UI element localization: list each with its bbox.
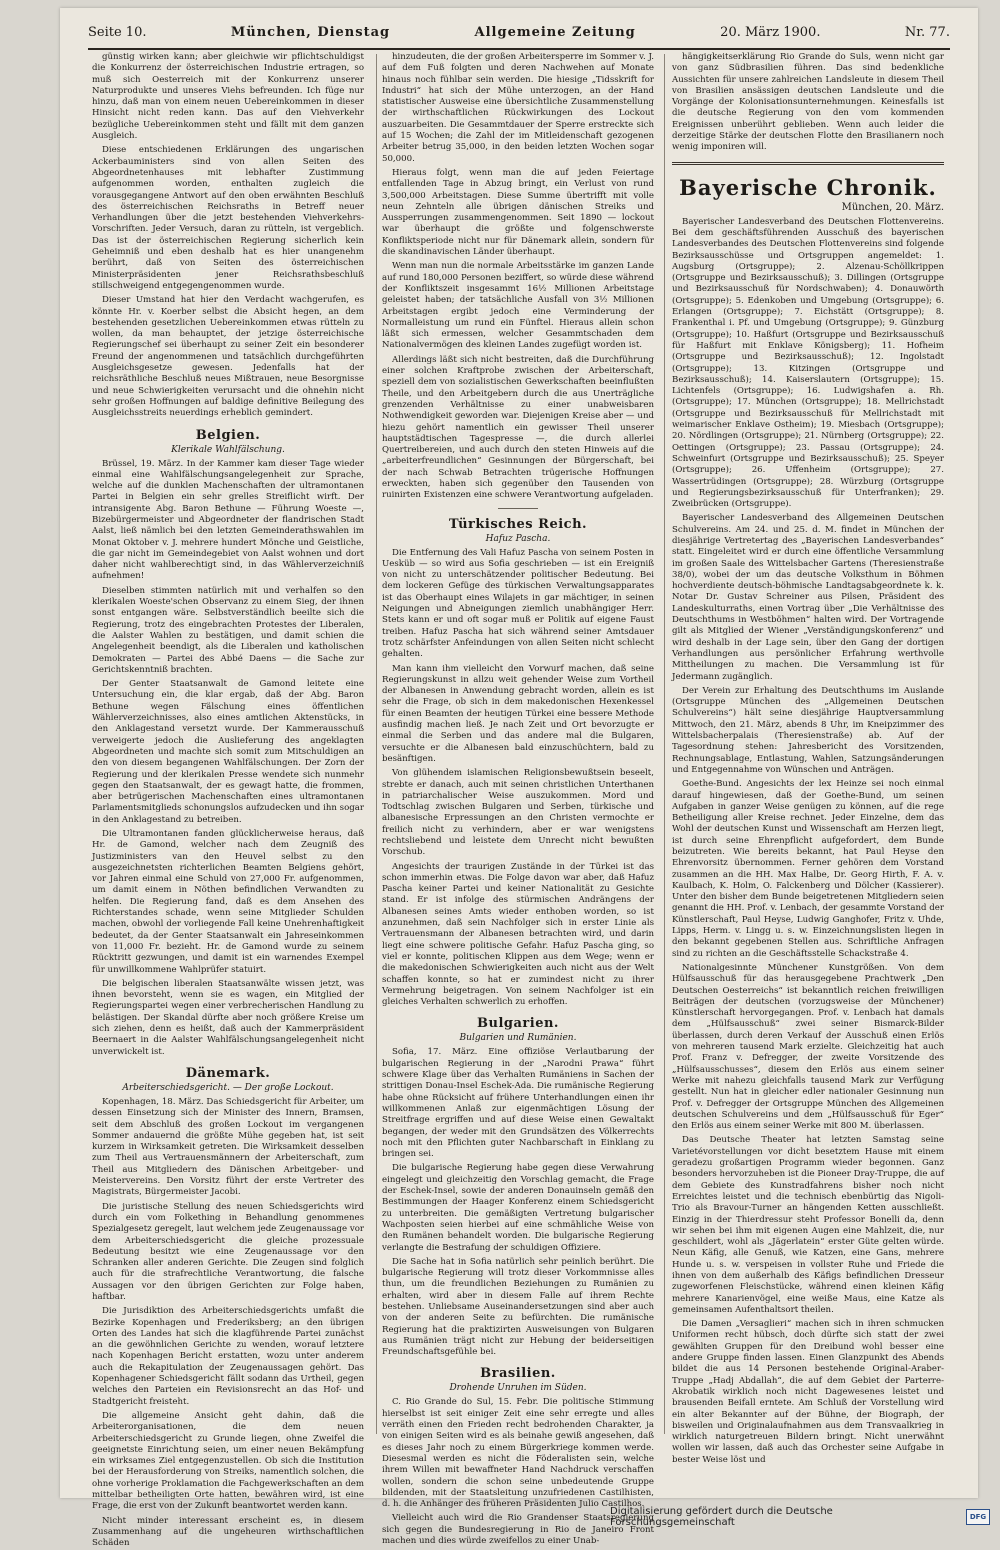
column-3 [672,52,945,1465]
header-rule [88,48,950,50]
paragraph: Bayerischer Landesverband des Allgemeinen Deutschen Schulvereins. Am 24. und 25. d. M. findet in München der diesjährige Vertretertag des „Bayerischen Landesverbandes“ statt. Eingeleitet wird er durch eine öffentliche Versammlung im großen Saale des Wittelsbacher Gartens (Theresienstraße 38/0), wobei der um das deutsche Volksthum in Böhmen hochverdiente deutsch-böhmische Landtagsabgeordnete k. k. Notar Dr. Gustav Schreiner aus Pilsen, Präsident des Landeskulturraths, einen Vortrag über „Die Verhältnisse des Deutschthums in Westböhmen“ halten wird. Der Vortragende gilt als Mitglied der Wiener „Verständigungskonferenz“ und wird deshalb in der Lage sein, über den Gang der dortigen Verhandlungen aus persönlicher Erfahrung werthvolle Mittheilungen zu machen. Die Versammlung ist für Jedermann zugänglich. [672,513,944,682]
section-title-tuerkei: Türkisches Reich. [448,516,588,532]
paragraph: hängigkeitserklärung Rio Grande do Suls, wenn nicht gar von ganz Südbrasilien führen. Das sind bedenkliche Aussichten für unsere zahlreichen Landsleute in diesem Theil von Brasilien ansässigen deutschen Landsleute und die Vorgänge der Kolonisationsunternehmungen. Keinesfalls ist die deutsche Regierung von den vom kommenden Ereignissen unberührt geblieben. Wenn auch leider die derzeitige Stärke der deutschen Flotte den Brasilianern noch wenig imponiren will. [672,52,944,153]
paragraph: Brüssel, 19. März. In der Kammer kam dieser Tage wieder einmal eine Wahlfälschungsangelegenheit zur Sprache, welche auf die dunklen Machenschaften der ultramontanen Partei in Belgien ein sehr grelles Streiflicht wirft. Der intransigente Abg. Baron Bethune — Führung Woeste —, Bizebürgermeister und Abgeordneter der flandrischen Stadt Aalst, ließ nämlich bei den letzten Gemeinderathswahlen im Monat Oktober v. J. mehrere hundert Mönche und Geistliche, die gar nicht im Gemeindegebiet von Aalst wohnen und dort daher nicht wahlberechtigt sind, in das Wählerverzeichniß aufnehmen! [92,458,364,582]
paragraph: Die Entfernung des Vali Hafuz Pascha von seinem Posten in Uesküb — so wird aus Sofia geschrieben — ist ein Ereigniß von nicht zu unterschätzender politischer Bedeutung. Bei dem lockeren Gefüge des türkischen Verwaltungsapparates ist das Oberhaupt eines Wilajets in gar mächtiger, in seinen Neigungen und Abneigungen ziemlich unabhängiger Herr. Stets kann er und oft sogar muß er Politik auf eigene Faust treiben. Hafuz Pascha hat sich während seiner Amtsdauer trotz schärfster Anfeindungen von allen Seiten nicht schlecht gehalten. [382,547,654,660]
paragraph: Die Damen „Versaglieri“ machen sich in ihren schmucken Uniformen recht hübsch, doch dürfte sich statt der zwei gewählten Gruppen für den Dreibund wohl besser eine andere Gruppe finden lassen. Einen Glanzpunkt des Abends bildet die aus 14 Personen bestehende Original-Araber-Truppe „Hadj Abdallah“, die auf dem Gebiet der Parterre-Akrobatik wirklich noch nicht Dagewesenes leistet und brausenden Beifall erntete. Am Schluß der Vorstellung wird ein alter Bekannter auf der Bühne, der Biograph, der bisweilen und Originalaufnahmen aus dem Transvaalkrieg in wirklich naturgetreuen Bildern bringt. Nicht unerwähnt wollen wir lassen, daß auch das Orchester seine Aufgabe in bester Weise löst und [672,1319,944,1465]
section-title-daenemark: Dänemark. [185,1065,271,1081]
paragraph: Goethe-Bund. Angesichts der lex Heinze sei noch einmal darauf hingewiesen, daß der Goethe-Bund, um seinen Aufgaben in ganzer Weise genügen zu können, auf die rege Betheiligung aller Kreise rechnet. Jeder Einzelne, dem das Wohl der deutschen Kunst und Wissenschaft am Herzen liegt, ist durch seine Ehrenpflicht aufgefordert, dem Bunde beizutreten. Wie bereits bekannt, hat Paul Heyse den Ehrenvorsitz übernommen. Ferner gehören dem Vorstand zusammen an die HH. Max Halbe, Dr. Georg Hirth, F. A. v. Kaulbach, K. Holm, O. Falckenberg und Dölcher (Kassierer). Unter den bisher dem Bunde beigetretenen Mitgliedern seien genannt die HH. Prof. v. Lenbach, der gesammte Vorstand der Künstlerschaft, Paul Heyse, Ludwig Ganghofer, Fritz v. Uhde, Lipps, Herm. v. Lingg u. s. w. Einzeichnungslisten liegen in den bekannt gegebenen Stellen aus. Schriftliche Anfragen sind zu richten an die Geschäftsstelle Schackstraße 4. [672,779,944,959]
issue-date: 20. März 1900. [720,24,821,40]
dateline: München, 20. März. [841,201,944,213]
paragraph: Vielleicht auch wird die Rio Grandenser Staatsregierung sich gegen die Bundesregierung in Rio de Janeiro Front machen und dies würde zweifellos zu einer Unab- [382,1513,654,1547]
paragraph: Die Ultramontanen fanden glücklicherweise heraus, daß Hr. de Gamond, welcher nach dem Zeugniß des Justizministers van den Heuvel selbst zu den ausgezeichnetsten richterlichen Beamten Belgiens gehört, vor Jahren einmal eine Schuld von 27,000 Fr. aufgenommen, um damit einem in Nöthen befindlichen Verwandten zu helfen. Die Regierung fand, daß es dem Ansehen des Richterstandes schade, wenn seine Mitglieder Schulden machen, obwohl der vorliegende Fall keine Unehrenhaftigkeit bedeutet, da der Genter Staatsanwalt ein Jahreseinkommen von 11,000 Fr. bezieht. Hr. de Gamond wurde zu seinem Rücktritt gezwungen, und damit ist ein warnendes Exempel für unwillkommene Wahlprüfer statuirt. [92,829,364,975]
masthead [88,18,950,46]
paragraph: Die allgemeine Ansicht geht dahin, daß die Arbeiterorganisationen, die dem neuen Arbeiterschiedsgericht zu Grunde liegen, ohne Zweifel die geeignetste Einrichtung seien, um einer neuen Bekämpfung ein wirksames Ziel entgegenzustellen. Ob sich die Institution bei der Herausforderung von Streiks, namentlich solchen, die ohne vorherige Proklamation die Fachgewerkschaften an dem mittelbar betheiligten Orte hatten, bewähren wird, ist eine Frage, die erst von der Zukunft beantwortet werden kann. [92,1410,364,1512]
paragraph: Dieselben stimmten natürlich mit und verhalfen so den klerikalen Woeste'schen Observanz zu einem Sieg, der ihnen sonst entgangen wäre. Selbstverständlich beeilte sich die Regierung, trotz des eingebrachten Protestes der Liberalen, die Aalster Wahlen zu bestätigen, und damit schien die Angelegenheit beendigt, als die Liberalen und katholischen Demokraten — Partei des Abbé Daens — die Sache zur Gerichtskenntniß brachten. [92,585,364,675]
paragraph: Das Deutsche Theater hat letzten Samstag seine Varietévorstellungen vor dicht besetztem Hause mit einem geradezu großartigen Programm wieder begonnen. Ganz besonders hervorzuheben ist die Pioneer Dray-Truppe, die auf dem Gebiete des Kunstradfahrens bisher noch nicht Erreichtes leistet und die technisch ebenbürtig das Nigoli-Trio als Bravour-Turner an hängenden Ketten ausschließt. Einzig in der Thierdressur steht Professor Bonelli da, denn wir sehen bei ihm mit eigenen Augen eine Mahlzeit, die, nur geschildert, wohl als „Jägerlatein“ erster Güte gelten würde. Neun Käfig, alle Genuß, wie Katzen, eine Gans, mehrere Hunde u. s. w. verspeisen in vollster Ruhe und Friede die ihnen von dem außerhalb des Käfigs befindlichen Dresseur zugeworfenen Fleischstücke, während einen kleinen Käfig mehrere Kanarienvögel, eine weiße Maus, eine Katze als gemeinsamen Aufenthaltsort theilen. [672,1135,945,1315]
paragraph: Die Sache hat in Sofia natürlich sehr peinlich berührt. Die bulgarische Regierung will trotz dieser Vorkommnisse alles thun, um die freundlichen Beziehungen zu Rumänien zu erhalten, wird aber in diesem Falle auf ihrem Rechte bestehen. Unliebsame Auseinandersetzungen sind aber auch von der anderen Seite zu befürchten. Die rumänische Regierung hat die praktizirten Ausweisungen von Bulgaren aus Rumänien trägt nicht zur Hebung der beiderseitigen Freundschaftsgefühle bei. [382,1256,654,1358]
paragraph: günstig wirken kann; aber gleichwie wir pflichtschuldigst die Konkurrenz der österreichischen Industrie ertragen, so muß sich Oesterreich mit der Konkurrenz unserer Naturprodukte und unseres Viehs befreunden. Ich füge nur hinzu, daß man von einem neuen Uebereinkommen in dieser Hinsicht nicht reden kann. Das auf den Viehverkehr bezügliche Uebereinkommen steht und fällt mit dem ganzen Ausgleich. [92,52,364,142]
paragraph: C. Rio Grande do Sul, 15. Febr. Die politische Stimmung hierselbst ist seit einiger Zeit eine sehr erregte und alles verräth einen den Frieden recht bedrohenden Charakter, ja von einigen Seiten wird es als beinahe gewiß angesehen, daß es dieses Jahr noch zu einem Bürgerkriege kommen werde. Diesesmal werden es nicht die Föderalisten sein, welche ihrem Willen mit bewaffneter Hand Nachdruck verschaffen wollen, sondern die schon seine unbedeutende Gruppe bildenden, mit der Staatsleitung unzufriedenen Castilhisten, d. h. die Anhänger des früheren Präsidenten Julio Castilhos. [382,1397,654,1510]
paragraph: Nationalgesinnte Münchener Kunstgrößen. Von dem Hülfsausschuß für das herausgegebene Prachtwerk „Den Deutschen Oesterreichs“ ist bekanntlich reichen freiwilligen Beiträgen der deutschen (vorzugsweise der Münchener) Künstlerschaft hervorgegangen. Prof. v. Lenbach hat damals dem „Hülfsausschuß“ zwei seiner Bismarck-Bilder überlassen, durch deren Verkauf der Ausschuß einen Erlös von mehreren tausend Mark erzielte. Gleichzeitig hat auch Prof. Franz v. Defregger, der zweite Vorsitzende des „Hülfsausschusses“, diesem den Erlös aus einem seiner Werke mit nahezu gleichfalls tausend Mark zur Verfügung gestellt. Nun hat in gleicher edler nationaler Gesinnung nun Prof. v. Defregger der Ortsgruppe München des Allgemeinen deutschen Schulvereins und dem „Hülfsausschuß für Eger“ den Erlös aus einem seiner Werke mit 800 M. überlassen. [672,962,944,1132]
paragraph: Die juristische Stellung des neuen Schiedsgerichts wird durch ein vom Folkething in Behandlung genommenes Spezialgesetz geregelt, laut welchem jede Zeugenaussage vor dem Arbeiterschiedsgericht die gleiche prozessuale Bedeutung besitzt wie eine Zeugenaussage vor den Schranken aller anderen Gerichte. Die Zeugen sind folglich auch für die strafrechtliche Verantwortung, die falsche Aussagen vor den übrigen Gerichten zur Folge haben, haftbar. [92,1201,364,1302]
paragraph: hinzudeuten, die der großen Arbeitersperre im Sommer v. J. auf dem Fuß folgten und deren Nachwehen auf Monate hinaus noch fühlbar sein werden. Die hiesige „Tidsskrift for Industri“ hat sich der Mühe unterzogen, an der Hand statistischer Ausweise eine übersichtliche Zusammenstellung der wirthschaftlichen Rückwirkungen des Lockout auszuarbeiten. Die Gesammtdauer der Sperre erstreckte sich auf 15 Wochen; die Zahl der im Mitleidenschaft gezogenen Arbeiter betrug 35,000, in den beiden letzten Wochen sogar 50,000. [382,52,654,164]
paragraph: Diese entschiedenen Erklärungen des ungarischen Ackerbauministers sind von allen Seiten des Abgeordnetenhauses mit lebhafter Zustimmung aufgenommen worden, enthalten zugleich die vorausgegangene Antwort auf den oben erwähnten Beschluß des österreichischen Reichsraths in Betreff neuer Verhandlungen über die jetzt bestehenden Viehverkehrs-Vorschriften. Jeder Versuch, daran zu rütteln, ist vergeblich. Das ist der österreichischen Regierung sicherlich kein Geheimniß und eben deshalb hat es hier unangenehm berührt, daß von Seiten des österreichischen Ministerpräsidenten jener Reichsrathsbeschluß stillschweigend entgegengenommen wurde. [92,145,364,291]
paragraph: Sofia, 17. März. Eine offiziöse Verlautbarung der bulgarischen Regierung in der „Narodni Prawa“ führt schwere Klage über das Verhalten Rumäniens in Sachen der strittigen Donau-Insel Eschek-Ada. Die rumänische Regierung habe ohne Rücksicht auf frühere Unterhandlungen einen ihr willkommenen Anlaß zur eigenmächtigen Lösung der Streitfrage ergriffen und auf diese Weise einen Gewaltakt begangen, der weder mit den Grundsätzen des Völkerrechts noch mit den Pflichten guter Nachbarschaft in Einklang zu bringen sei. [382,1047,654,1160]
section-title-bulgarien: Bulgarien. [477,1016,559,1032]
paragraph: Hieraus folgt, wenn man die auf jeden Feiertage entfallenden Tage in Abzug bringt, ein Verlust von rund 3,500,000 Arbeitstagen. Diese Summe übertrifft mit volle neun Zehnteln alle übrigen dänischen Streiks und Aussperrungen zusammengenommen. Seit 1890 — lockout war überhaupt die größte und folgenschwerste Konfliktsperiode nicht nur für Dänemark allein, sondern für die skandinavischen Länder überhaupt. [382,167,654,258]
column-divider [376,54,377,1434]
paragraph: Die Jurisdiktion des Arbeiterschiedsgerichts umfaßt die Bezirke Kopenhagen und Frederiksberg; an den übrigen Orten des Landes hat sich die klagführende Partei zunächst an die gewöhnlichen Gerichte zu wenden, worauf letztere nach Kopenhagen Bericht erstatten, wozu unter anderem auch die Rekapitulation der Zeugenaussagen gehört. Das Kopenhagener Schiedsgericht fällt sodann das Urtheil, gegen welches den Parteien ein Revisionsrecht an das Hof- und Stadtgericht freisteht. [92,1306,364,1407]
paragraph: Allerdings läßt sich nicht bestreiten, daß die Durchführung einer solchen Kraftprobe zwischen der Arbeiterschaft, speziell dem von sozialistischen Gewerkschaften beeinflußten Theile, und den Arbeitgebern durch die aus Unerträgliche grenzenden Verhältnisse zu einer unabweisbaren Nothwendigkeit geworden war. Diejenigen Kreise aber — und hiezu gehört namentlich ein gewisser Theil unserer hauptstädtischen Tagespresse —, die durch allerlei Quertreibereien, und auch durch den steten Hinweis auf die „arbeiterfreundlichen“ Gesinnungen der Bürgerschaft, bei der nach Schwab Betrachten trügerische Hoffnungen erweckten, haben sich gegenüber den Tausenden von ruinirten Existenzen eine schwere Verantwortung aufgeladen. [382,354,654,501]
column-divider [664,54,665,1434]
section-title-chronik: Bayerische Chronik. [679,174,937,200]
paragraph: Kopenhagen, 18. März. Das Schiedsgericht für Arbeiter, um dessen Einsetzung sich der Minister des Innern, Bramsen, seit dem Abschluß des großen Lockout im vergangenen Sommer andauernd die größte Mühe gegeben hat, ist seit kurzem in Wirksamkeit getreten. Die Wirksamkeit desselben zum Theil aus Vertrauensmännern der Arbeiterschaft, zum Theil aus Mitgliedern des Dänischen Arbeitgeber- und Meistervereins. Den Vorsitz führt der erste Vertreter des Magistrats, Bürgermeister Jacobi. [92,1096,364,1198]
paragraph: Dieser Umstand hat hier den Verdacht wachgerufen, es könnte Hr. v. Koerber selbst die Absicht hegen, an dem bestehenden gesetzlichen Uebereinkommen etwas rütteln zu wollen, da man behauptet, der jetzige österreichische Regierungschef sei überhaupt zu seiner Zeit ein besonderer Freund der angenommenen und tatsächlich durchgeführten Ausgleichsgesetze gewesen. Jedenfalls hat der reichsräthliche Beschluß neues Mißtrauen, neue Besorgnisse und neue Schwierigkeiten verursacht und die ohnehin nicht sehr großen Hoffnungen auf baldige definitive Beilegung des Ausgleichsstreits neuerdings erheblich gemindert. [92,295,364,419]
paragraph: Der Verein zur Erhaltung des Deutschthums im Auslande (Ortsgruppe München des „Allgemeinen Deutschen Schulvereins“) hält seine diesjährige Hauptversammlung Mittwoch, den 21. März, abends 8 Uhr, im Kneipzimmer des Wittelsbacherpalais (Theresienstraße) ab. Auf der Tagesordnung stehen: Jahresbericht des Vorsitzenden, Rechnungsablage, Entlastung, Wahlen, Satzungsänderungen und Entgegennahme von Wünschen und Anträgen. [672,685,944,775]
paragraph: Der Genter Staatsanwalt de Gamond leitete eine Untersuchung ein, die klar ergab, daß der Abg. Baron Bethune wegen Fälschung eines öffentlichen Wählerverzeichnisses, also eines amtlichen Aktenstücks, in den Anklagestand versetzt wurde. Der Kammerausschuß verweigerte jedoch die Auslieferung des angeklagten Abgeordneten und machte sich somit zum Mitschuldigen an den von diesem begangenen Wahlfälschungen. Der Zorn der Regierung und der klerikalen Presse wendete sich nunmehr gegen den Staatsanwalt, der es gewagt hatte, die frommen, aber betrügerischen Machenschaften eines ultramontanen Parlamentsmitglieds schonungslos aufzudecken und ihn sogar in den Anklagestand zu betreiben. [92,679,364,825]
digitization-credit [610,1508,990,1526]
column-1 [92,52,364,1549]
section-subtitle: Drohende Unruhen im Süden. [449,1383,587,1394]
credit-text: Digitalisierung gefördert durch die Deutsche Forschungsgemeinschaft [610,1506,833,1528]
section-title-brasilien: Brasilien. [480,1366,556,1382]
page-number: Seite 10. [88,24,147,40]
paragraph: Die belgischen liberalen Staatsanwälte wissen jetzt, was ihnen bevorsteht, wenn sie es wagen, ein Mitglied der Regierungspartei wegen einer verbrecherischen Handlung zu belästigen. Der Skandal dürfte aber noch größere Kreise um sich ziehen, denn es heißt, daß auch der Kammerpräsident Beernaert in die Aalster Wahlfälschungsangelegenheit nicht unverwickelt ist. [92,978,364,1057]
section-title-belgien: Belgien. [195,427,261,443]
paragraph: Wenn man nun die normale Arbeitsstärke im ganzen Lande auf rund 180,000 Personen beziffert, so würde diese während der Konfliktszeit insgesammt 16½ Millionen Arbeitstage geleistet haben; der tatsächliche Ausfall von 3½ Millionen Arbeitstagen ergibt jedoch eine Verminderung der Normalleistung um rund ein Fünftel. Hieraus allein schon läßt sich ermessen, welcher Gesammtschaden dem Nationalvermögen des kleinen Landes zugefügt worden ist. [382,261,654,351]
section-subtitle: Bulgarien und Rumänien. [459,1033,577,1044]
paragraph: Man kann ihm vielleicht den Vorwurf machen, daß seine Regierungskunst in allzu weit gehender Weise zum Vortheil der Albanesen in Anwendung gebracht worden, allein es ist sehr die Frage, ob sich in dem makedonischen Hexenkessel für einen Beamten der heutigen Türkei eine bessere Methode ausfindig machen ließ. Je nach Zeit und Ort bevorzugte er einmal die Serben und das andere mal die Bulgaren, versuchte er die Albanesen bald einzuschüchtern, bald zu besänftigen. [382,663,654,764]
section-subtitle: Klerikale Wahlfälschung. [171,444,285,455]
paragraph: Bayerischer Landesverband des Deutschen Flottenvereins. Bei dem geschäftsführenden Ausschuß des bayerischen Landesverbandes des Deutschen Flottenvereins sind folgende Bezirksausschüsse und Ortsgruppen angemeldet: 1. Augsburg (Ortsgruppe); 2. Alzenau-Schöllkrippen (Ortsgruppe und Bezirksausschuß); 3. Dillingen (Ortsgruppe und Bezirksausschuß für Nordschwaben); 4. Donauwörth (Ortsgruppe); 5. Edenkoben und Umgebung (Ortsgruppe); 6. Erlangen (Ortsgruppe); 7. Eichstätt (Ortsgruppe); 8. Frankenthal i. Pf. und Umgebung (Ortsgruppe); 9. Günzburg (Ortsgruppe); 10. Haßfurt (Ortsgruppe und Bezirksausschuß für Haßfurt mit Enklave Königsberg); 11. Hofheim (Ortsgruppe und Bezirksausschuß); 12. Ingolstadt (Ortsgruppe); 13. Kitzingen (Ortsgruppe und Bezirksausschuß); 14. Kaiserslautern (Ortsgruppe); 15. Lichtenfels (Ortsgruppe); 16. Ludwigshafen a. Rh. (Ortsgruppe); 17. München (Ortsgruppe); 18. Mellrichstadt (Ortsgruppe und Bezirksausschuß für Mellrichstadt mit weimarischer Enklave Ostheim); 19. Miesbach (Ortsgruppe); 20. Nördlingen (Ortsgruppe); 21. Nürnberg (Ortsgruppe); 22. Oettingen (Ortsgruppe); 23. Passau (Ortsgruppe); 24. Schweinfurt (Ortsgruppe und Bezirksausschuß); 25. Speyer (Ortsgruppe); 26. Uffenheim (Ortsgruppe); 27. Wassertrüdingen (Ortsgruppe); 28. Würzburg (Ortsgruppe und Regierungsbezirksausschuß für Unterfranken); 29. Zweibrücken (Ortsgruppe). [672,216,944,510]
column-2 [382,52,654,1547]
dfg-logo-icon: DFG [966,1509,990,1525]
paragraph: Von glühendem islamischen Religionsbewußtsein beseelt, strebte er danach, auch mit seinen christlichen Unterthanen in patriarchalischer Weise auszukommen. Mord und Todtschlag zwischen Bulgaren und Serben, türkische und albanesische Erpressungen an den Christen vermochte er freilich nicht zu verhindern, aber er war wenigstens rechtsliebend und leistete dem Unrecht nicht bewußten Vorschub. [382,768,654,858]
newspaper-title: Allgemeine Zeitung [474,24,636,40]
paragraph: Angesichts der traurigen Zustände in der Türkei ist das schon immerhin etwas. Die Folge davon war aber, daß Hafuz Pascha keiner Partei und keiner Nationalität zu Gesichte stand. Er ist infolge des stürmischen Andrängens der Albanesen seines Amts wieder enthoben worden, so ist anzunehmen, daß sein Nachfolger sich in erster Linie als Vertrauensmann der Albanesen betrachten wird, und darin liegt eine schwere politische Gefahr. Hafuz Pascha ging, so viel er konnte, politischen Klippen aus dem Wege; wenn er die makedonischen Schwierigkeiten auch nicht aus der Welt schaffen konnte, so hat er zumindest nicht zu ihrer Vermehrung beigetragen. Von seinem Nachfolger ist ein gleiches Verhalten schwerlich zu erhoffen. [382,861,654,1008]
issue-number: Nr. 77. [904,24,950,40]
section-divider [498,508,538,509]
paragraph: Nicht minder interessant erscheint es, in diesem Zusammenhang auf die ungeheuren wirthschaftlichen Schäden [92,1515,364,1549]
section-subtitle: Arbeiterschiedsgericht. — Der große Lockout. [122,1082,334,1093]
section-double-rule [672,162,944,165]
paragraph: Die bulgarische Regierung habe gegen diese Verwahrung eingelegt und gleichzeitig den Vorschlag gemacht, die Frage der Eschek-Insel, sowie der anderen Donauinseln gemäß den Bestimmungen der Haager Konferenz einem Schiedsgericht zu unterbreiten. Die gemäßigten Vertretung bulgarischer Wachposten seien hierbei auf eine schmähliche Weise von den Rumänen behandelt worden. Die bulgarische Regierung verlangte die Bestrafung der schuldigen Offiziere. [382,1163,654,1253]
place-and-day: München, Dienstag [230,24,391,40]
section-subtitle: Hafuz Pascha. [485,533,551,544]
